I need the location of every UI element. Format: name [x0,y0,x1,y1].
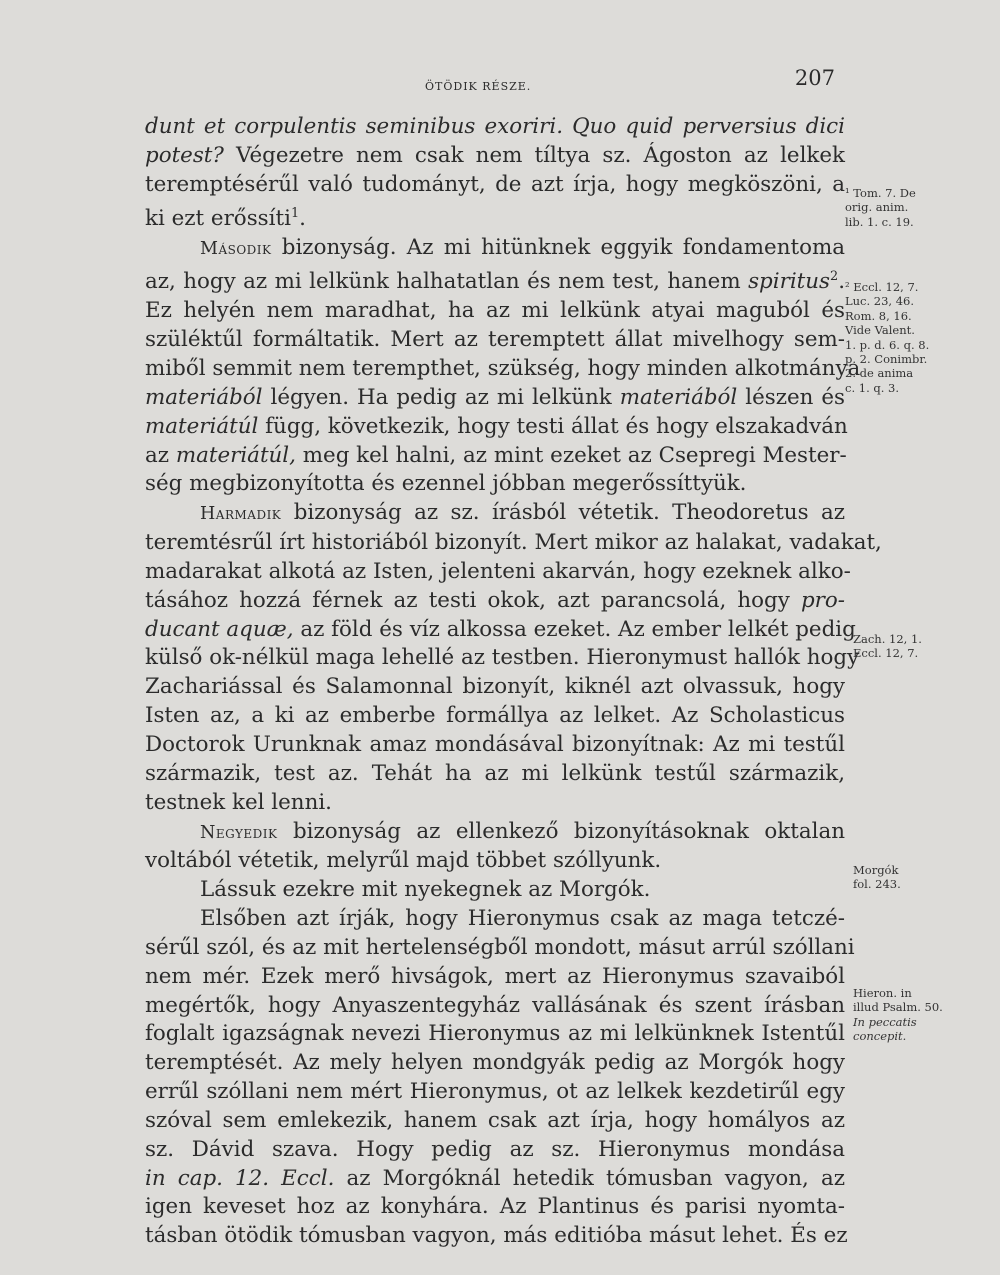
text-segment: Zachariással és Salamonnal bizonyít, kiknél azt olvassuk, hogy [145,674,845,700]
text-segment: materiátúl, [175,442,296,468]
text-segment: madarakat alkotá az Isten, jelenteni akarván, hogy ezeknek alko- [145,558,851,584]
margin-note-line: p. 2. Conimbr. [845,352,928,367]
text-segment: lészen és [737,384,846,410]
margin-note-line: Rom. 8, 16. [845,308,912,323]
text-line [145,905,845,934]
text-segment: Második [200,238,272,259]
text-segment: ség megbizonyította és ezennel jóbban megerőssíttyük. [145,471,747,497]
text-segment: függ, következik, hogy testi állat és hogy elszakadván [258,413,848,439]
text-segment: spiritus [748,269,831,295]
text-segment: 1 [290,205,300,221]
text-line [145,644,860,673]
text-line [145,818,845,848]
text-segment: in cap. 12. Eccl. [145,1165,335,1191]
text-segment: bizonyság az ellenkező bizonyításoknak oktalan [277,818,845,844]
text-line [145,355,861,384]
text-segment: foglalt igazságnak nevezi Hieronymus az mi lelkünknek Istentűl [145,1021,845,1047]
margin-note-line: ¹ Tom. 7. De [845,186,916,200]
text-segment: potest? [145,142,224,168]
text-segment: Isten az, a ki az emberbe formállya az lelket. Az Scholasticus [145,703,845,729]
margin-notes [845,0,995,1275]
text-segment: voltából vétetik, melyrűl majd többet szóllyunk. [145,848,662,874]
margin-note-line: lib. 1. c. 19. [845,214,914,229]
text-segment: tásához hozzá férnek az testi okok, azt parancsolá, hogy [145,587,801,613]
margin-note [853,986,943,1044]
text-line [145,326,845,355]
text-segment: külső ok-nélkül maga lehellé az testben. Hieronymust hallók hogy [145,645,860,671]
text-line [145,234,845,264]
text-segment: errűl szóllani nem mért Hieronymus, ot az lelkek kezdetirűl egy [145,1079,845,1105]
text-segment: nem mér. Ezek merő hivságok, mert az Hieronymus szavaiból [145,963,845,989]
text-segment: pro- [800,587,845,613]
margin-note-line: Vide Valent. [845,323,915,338]
text-segment: tásban ötödik tómusban vagyon, más editióba másut lehet. És ez [145,1223,848,1249]
text-segment: Elsőben azt írják, hogy Hieronymus csak az maga tetczé- [200,906,845,932]
text-segment: dunt et corpulentis seminibus exoriri. Quo quid perversius dici [145,114,845,139]
text-segment: Negyedik [200,822,278,843]
text-segment: igen keveset hoz az konyhára. Az Plantinus és parisi nyomta- [145,1194,845,1220]
text-segment: 2 [830,269,839,285]
margin-note [853,863,901,892]
margin-note-line: orig. anim. [845,200,909,215]
text-segment: sérűl szól, és az mit hertelenségből mondott, másut arrúl szóllani [145,934,855,960]
text-line [145,847,845,876]
page-header [145,62,835,102]
margin-note-line: Morgók [853,863,899,877]
text-line [145,413,848,442]
text-line [145,384,845,413]
text-segment: Ez helyén nem maradhat, ha az mi lelkünk atyai maguból és [145,298,845,324]
text-segment: szüléktűl formáltatik. Mert az teremptett állat mivelhogy sem- [145,327,845,353]
text-line [145,789,845,818]
margin-note-line: Zach. 12, 1. [853,632,922,646]
text-line [145,200,845,234]
text-segment: teremtésrűl írt historiából bizonyít. Mert mikor az halakat, vadakat, [145,530,882,556]
text-segment: bizonyság az sz. írásból vétetik. Theodoretus az [281,500,845,526]
text-segment: . [299,205,306,231]
margin-note [845,280,929,395]
margin-note-line: 1. p. d. 6. q. 8. [845,337,930,352]
margin-note-line: Eccl. 12, 7. [853,646,919,661]
text-segment: Doctorok Urunknak amaz mondásával bizonyítnak: Az mi testűl [145,731,845,757]
text-line [145,616,856,645]
margin-note-line: fol. 243. [853,877,901,892]
text-segment: testnek kel lenni. [145,789,332,815]
text-line [145,760,845,789]
margin-note-line: In peccatis [853,1014,917,1029]
text-segment: Harmadik [200,504,282,525]
text-line [145,1107,845,1136]
text-line [145,1136,845,1165]
text-line [145,499,845,529]
text-segment: az [145,442,176,468]
text-line [145,963,845,992]
margin-note-line: Luc. 23, 46. [845,294,915,309]
text-segment: bizonyság. Az mi hitünknek eggyik fondamentoma [271,234,845,260]
text-segment: légyen. Ha pedig az mi lelkünk [262,384,620,410]
text-segment: az föld és víz alkossa ezeket. Az ember lelkét pedig [293,616,856,642]
text-line [145,731,845,760]
text-line [145,1222,848,1251]
text-line [145,934,855,963]
text-segment: származik, test az. Tehát ha az mi lelkünk testűl származik, [145,760,845,786]
text-line [145,113,845,142]
margin-note-line: 2. de anima [845,366,914,381]
text-line [145,297,845,326]
text-segment: ki ezt erőssíti [145,205,291,231]
text-line [145,1165,845,1194]
text-line [145,1193,845,1222]
text-line [145,442,845,471]
margin-note [853,632,922,661]
text-segment: materiából [619,384,738,410]
text-line [145,992,845,1021]
text-segment: az, hogy az mi lelkünk halhatatlan és nem test, hanem [145,269,749,295]
margin-note-line: concepit. [853,1029,907,1044]
text-segment: meg kel halni, az mint ezeket az Csepregi Mester- [295,442,847,468]
margin-note-line: Hieron. in [853,986,912,1000]
margin-note-line: c. 1. q. 3. [845,380,900,395]
text-segment: . [838,269,845,295]
text-line [145,263,845,297]
text-segment: Végezetre nem csak nem tíltya sz. Ágoston az lelkek [223,142,845,168]
text-segment: Lássuk ezekre mit nyekegnek az Morgók. [200,877,651,903]
text-segment: ducant aquæ, [145,616,294,642]
text-segment: megértők, hogy Anyaszentegyház vallásának és szent írásban [145,992,845,1018]
text-line [145,470,845,499]
text-line [145,702,845,731]
text-segment: sz. Dávid szava. Hogy pedig az sz. Hieronymus mondása [145,1136,845,1162]
text-segment: szóval sem emlekezik, hanem csak azt írja, hogy homályos az [145,1107,845,1133]
text-line [145,558,851,587]
text-line [145,142,845,171]
text-line [145,673,845,702]
text-segment: miből semmit nem terempthet, szükség, hogy minden alkotmánya [145,356,861,381]
text-segment: az Morgóknál hetedik tómusban vagyon, az [334,1165,845,1191]
text-line [145,587,845,616]
text-segment: teremptésérűl való tudományt, de azt írja, hogy megköszöni, a [145,171,845,197]
text-line [145,1020,845,1049]
margin-note-line: illud Psalm. 50. [853,1000,943,1015]
text-line [145,171,845,200]
text-segment: materiátúl [145,413,259,439]
text-line [145,876,845,905]
text-line [145,1049,845,1078]
running-head: ÖTÖDIK RÉSZE. [425,80,532,93]
text-segment: teremptését. Az mely helyen mondgyák pedig az Morgók hogy [145,1050,845,1076]
text-line [145,529,882,558]
text-segment: materiából [145,384,263,410]
text-line [145,1078,845,1107]
page-number: 207 [794,66,835,90]
margin-note [845,186,916,229]
margin-note-line: ² Eccl. 12, 7. [845,280,919,294]
